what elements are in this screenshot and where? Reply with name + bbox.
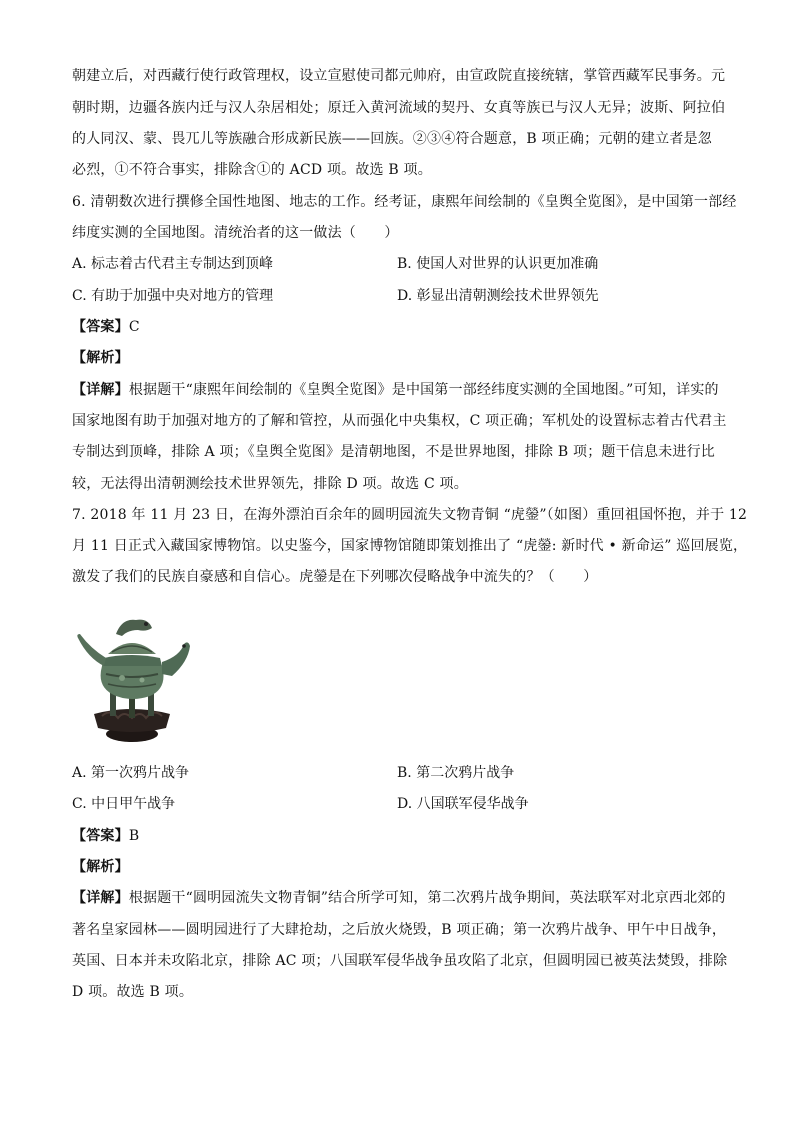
q6-option-d: D. 彰显出清朝测绘技术世界领先 <box>397 288 599 304</box>
q7-stem-line-1: 7. 2018 年 11 月 23 日，在海外漂泊百余年的圆明园流失文物青铜 “虎鎣”（如图）重回祖国怀抱，并于 12 <box>72 507 748 523</box>
q7-detail-text-1: 根据题干“圆明园流失文物青铜”结合所学可知，第二次鸦片战争期间，英法联军对北京西北郊的 <box>128 890 726 906</box>
intro-line-4: 必烈，①不符合事实，排除含①的 ACD 项。故选 B 项。 <box>72 162 432 178</box>
intro-line-1: 朝建立后，对西藏行使行政管理权，设立宣慰使司都元帅府，由宣政院直接统辖，掌管西藏军民事务。元 <box>72 68 726 84</box>
q7-option-a: A. 第一次鸦片战争 <box>72 765 190 781</box>
q6-answer-tag: 【答案】 <box>72 319 129 335</box>
q7-detail-line-1 <box>72 888 726 908</box>
q6-answer-value: C <box>128 319 140 335</box>
q6-option-c: C. 有助于加强中央对地方的管理 <box>72 288 274 304</box>
q6-detail-line-4: 较，无法得出清朝测绘技术世界领先，排除 D 项。故选 C 项。 <box>72 476 468 492</box>
q6-option-b: B. 使国人对世界的认识更加准确 <box>397 256 599 272</box>
q7-analysis-tag: 【解析】 <box>72 859 129 875</box>
q6-detail-text-1: 根据题干“康熙年间绘制的《皇舆全览图》是中国第一部经纬度实测的全国地图。”可知，详实的 <box>128 382 719 398</box>
intro-line-2: 朝时期，边疆各族内迁与汉人杂居相处；原迁入黄河流域的契丹、女真等族已与汉人无异；波斯、阿拉伯 <box>72 100 726 116</box>
q6-detail-line-2: 国家地图有助于加强对地方的了解和管控，从而强化中央集权，C 项正确；军机处的设置标志着古代君主 <box>72 413 727 429</box>
intro-line-3: 的人同汉、蒙、畏兀儿等族融合形成新民族——回族。②③④符合题意，B 项正确；元朝的建立者是忽 <box>72 131 712 147</box>
q7-option-d: D. 八国联军侵华战争 <box>397 796 529 812</box>
q6-detail-line-1 <box>72 380 719 400</box>
q6-answer <box>72 317 140 337</box>
q7-detail-line-4: D 项。故选 B 项。 <box>72 984 194 1000</box>
q6-stem-line-2: 纬度实测的全国地图。清统治者的这一做法（ ） <box>72 225 399 241</box>
q6-stem-line-1: 6. 清朝数次进行撰修全国性地图、地志的工作。经考证，康熙年间绘制的《皇舆全览图》，是中国第一部经 <box>72 194 737 210</box>
q7-stem-line-3: 激发了我们的民族自豪感和自信心。虎鎣是在下列哪次侵略战争中流失的？（ ） <box>72 569 598 585</box>
q7-answer-tag: 【答案】 <box>72 828 129 844</box>
q7-detail-tag: 【详解】 <box>72 890 129 906</box>
q6-analysis-tag: 【解析】 <box>72 350 129 366</box>
q6-option-a: A. 标志着古代君主专制达到顶峰 <box>72 256 274 272</box>
q7-option-c: C. 中日甲午战争 <box>72 796 176 812</box>
bronze-vessel-image <box>72 596 194 748</box>
q7-detail-line-2: 著名皇家园林——圆明园进行了大肆抢劫，之后放火烧毁，B 项正确；第一次鸦片战争、甲午中日战争， <box>72 922 727 938</box>
q6-detail-line-3: 专制达到顶峰，排除 A 项；《皇舆全览图》是清朝地图，不是世界地图，排除 B 项；题干信息未进行比 <box>72 444 715 460</box>
q7-answer <box>72 826 139 846</box>
q6-detail-tag: 【详解】 <box>72 382 129 398</box>
q7-option-b: B. 第二次鸦片战争 <box>397 765 515 781</box>
q7-detail-line-3: 英国、日本并未攻陷北京，排除 AC 项；八国联军侵华战争虽攻陷了北京，但圆明园已被英法焚毁，排除 <box>72 953 728 969</box>
q7-stem-line-2: 月 11 日正式入藏国家博物馆。以史鉴今，国家博物馆随即策划推出了 “虎鎣: 新时代 • 新命运” 巡回展览， <box>72 538 748 554</box>
q7-answer-value: B <box>128 828 140 844</box>
